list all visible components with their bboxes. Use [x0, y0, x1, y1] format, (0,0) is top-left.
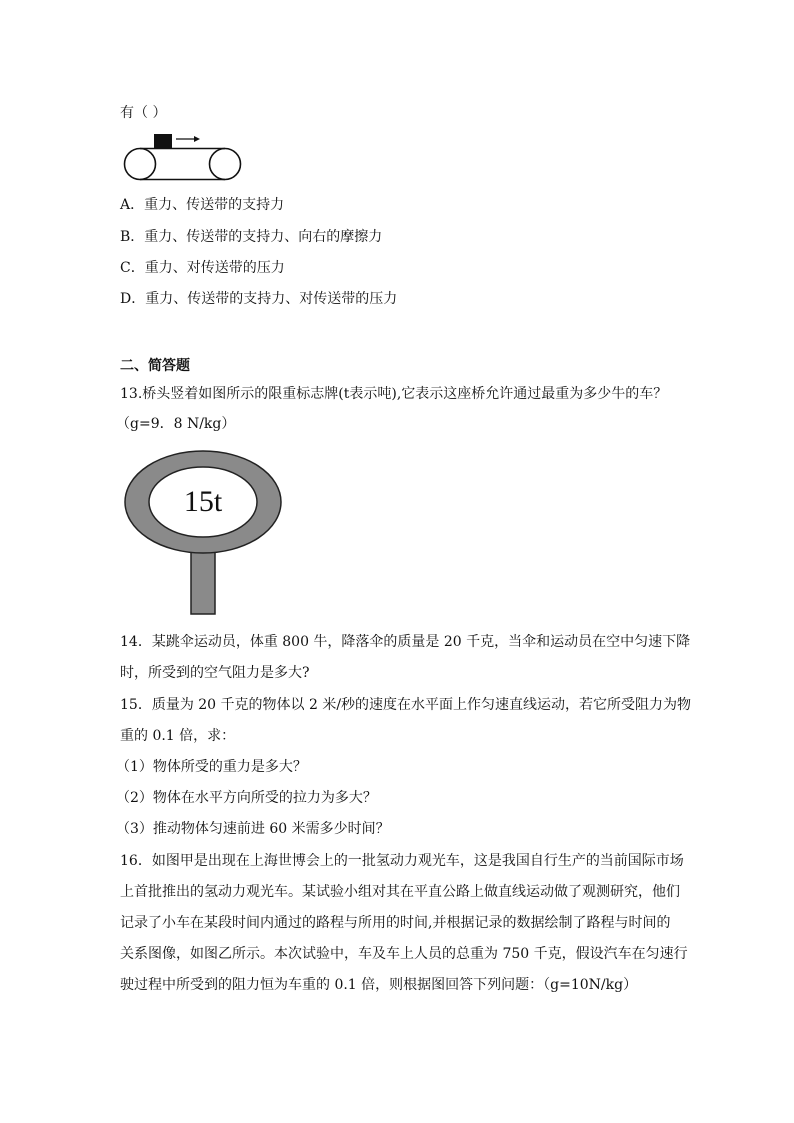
q13-line1: 13.桥头竖着如图所示的限重标志牌(t表示吨),它表示这座桥允许通过最重为多少牛的车？	[120, 386, 668, 402]
sign-label: 15t	[183, 485, 223, 518]
q16-line2: 上首批推出的氢动力观光车。某试验小组对其在平直公路上做直线运动做了观测研究，他们	[120, 884, 680, 900]
q14-line1: 14．某跳伞运动员，体重 800 牛，降落伞的质量是 20 千克，当伞和运动员在空中匀速下降	[120, 634, 691, 650]
q15-sub1: （1）物体所受的重力是多大？	[116, 759, 307, 775]
q12-tail: 有（ ）	[120, 105, 167, 121]
option-d: D．重力、传送带的支持力、对传送带的压力	[120, 291, 398, 307]
q16-line4: 关系图像，如图乙所示。本次试验中，车及车上人员的总重为 750 千克，假设汽车在匀速行	[120, 946, 688, 962]
q16-line3: 记录了小车在某段时间内通过的路程与所用的时间,并根据记录的数据绘制了路程与时间的	[120, 915, 671, 931]
q15-line2: 重的 0.1 倍，求：	[120, 728, 236, 744]
q13-line2: （g=9．8 N/kg）	[116, 416, 236, 432]
q15-sub2: （2）物体在水平方向所受的拉力为多大？	[116, 790, 377, 806]
weight-limit-sign-icon	[120, 448, 290, 616]
q16-line1: 16．如图甲是出现在上海世博会上的一批氢动力观光车，这是我国自行生产的当前国际市场	[120, 853, 684, 869]
option-b: B．重力、传送带的支持力、向右的摩擦力	[120, 229, 383, 245]
q15-sub3: （3）推动物体匀速前进 60 米需多少时间？	[116, 821, 390, 837]
q14-line2: 时，所受到的空气阻力是多大?	[120, 665, 310, 681]
q15-line1: 15．质量为 20 千克的物体以 2 米/秒的速度在水平面上作匀速直线运动，若它所受阻力为物	[120, 697, 692, 713]
option-c: C．重力、对传送带的压力	[120, 260, 285, 276]
option-a: A．重力、传送带的支持力	[120, 197, 285, 213]
conveyor-belt-with-block-icon	[122, 130, 244, 186]
section-title: 二、简答题	[120, 358, 190, 374]
q16-line5: 驶过程中所受到的阻力恒为车重的 0.1 倍，则根据图回答下列问题：（g=10N/kg）	[120, 977, 638, 993]
